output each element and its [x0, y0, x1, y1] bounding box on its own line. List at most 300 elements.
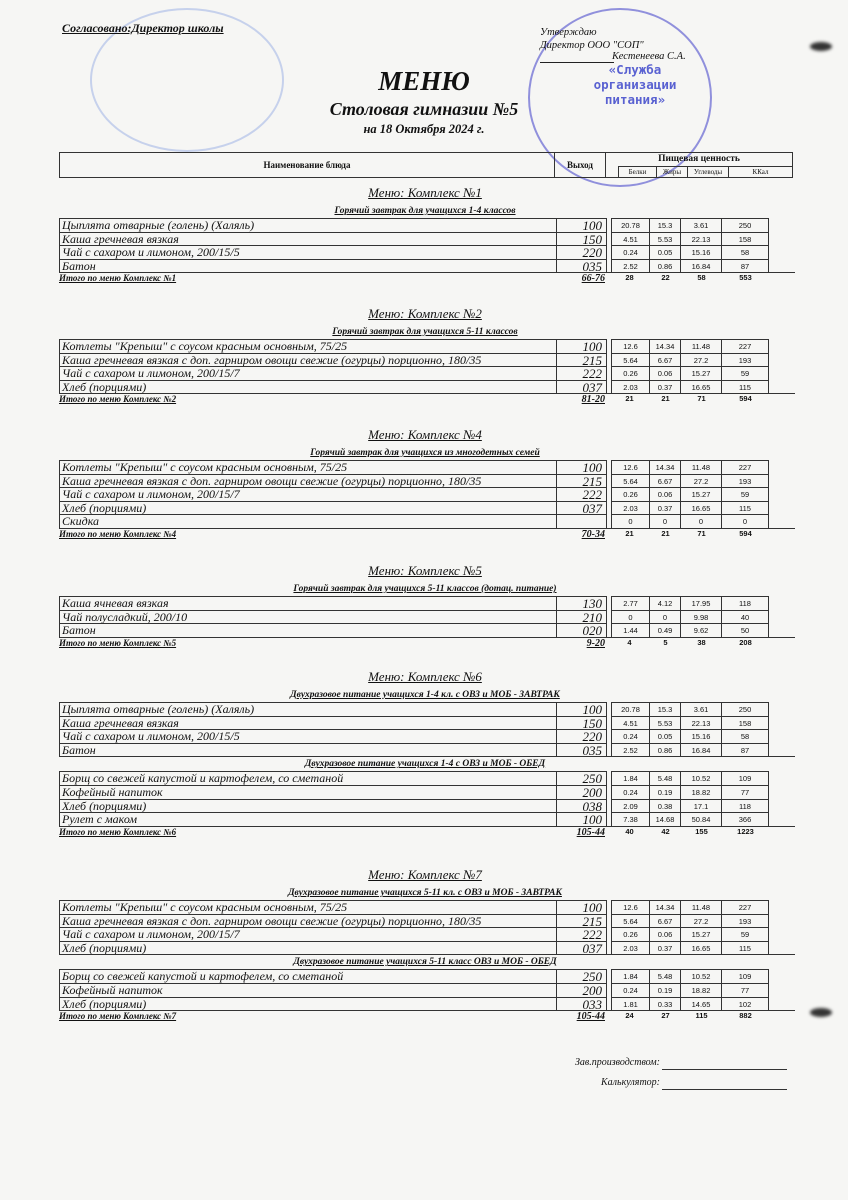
- dish-name: Котлеты "Крепыш" с соусом красным основным, 75/25: [59, 900, 557, 914]
- table-row: [59, 900, 795, 914]
- fats-value: 0.86: [650, 743, 681, 757]
- table-row: [59, 232, 795, 246]
- kcal-value: 227: [722, 900, 769, 914]
- table-row: [59, 729, 795, 743]
- fats-value: 15.3: [650, 218, 681, 232]
- kcal-value: 58: [722, 729, 769, 743]
- dish-yield: 100: [557, 339, 607, 353]
- proteins-value: 1.84: [611, 969, 650, 983]
- dish-yield: 100: [557, 812, 607, 826]
- fats-value: 0.37: [650, 380, 681, 394]
- dish-name: Котлеты "Крепыш" с соусом красным основным, 75/25: [59, 339, 557, 353]
- group-subtitle: Двухразовое питание учащихся 1-4 с ОВЗ и МОБ - ОБЕД: [304, 759, 546, 770]
- proteins-value: 0: [611, 514, 650, 528]
- table-row: [59, 799, 795, 813]
- table-row: [59, 474, 795, 488]
- proteins-value: 0: [611, 610, 650, 624]
- dish-yield: 215: [557, 914, 607, 928]
- group-subtitle: Двухразовое питание учащихся 5-11 кл. с ОВЗ и МОБ - ЗАВТРАК: [288, 888, 562, 898]
- table-row: [59, 353, 795, 367]
- table-row: [59, 914, 795, 928]
- total-label: Итого по меню Комплекс №6: [59, 826, 177, 837]
- dish-table: [59, 900, 795, 955]
- kcal-value: 158: [722, 716, 769, 730]
- carbs-value: 27.2: [681, 914, 722, 928]
- table-row: [59, 339, 795, 353]
- group-subtitle: Горячий завтрак для учащихся из многодетных семей: [310, 448, 540, 458]
- dish-table: [59, 969, 795, 1011]
- dish-name: Хлеб (порциями): [59, 997, 557, 1011]
- total-price: 9-20: [586, 637, 605, 649]
- kcal-value: 50: [722, 623, 769, 637]
- carbs-value: 22.13: [681, 716, 722, 730]
- signature-line: [540, 62, 614, 63]
- table-row: [59, 997, 795, 1011]
- group-subtitle: Двухразовое питание учащихся 1-4 кл. с ОВЗ и МОБ - ЗАВТРАК: [290, 690, 560, 700]
- kcal-value: 77: [722, 785, 769, 799]
- table-header: [59, 152, 793, 178]
- section-title: Меню: Комплекс №5: [368, 563, 482, 578]
- proteins-value: 2.03: [611, 941, 650, 955]
- section-total: [59, 394, 791, 408]
- total-proteins: 4: [627, 637, 632, 647]
- fats-value: 0.05: [650, 729, 681, 743]
- carbs-value: 11.48: [681, 900, 722, 914]
- section-title: Меню: Комплекс №2: [368, 306, 482, 321]
- fats-value: 0.49: [650, 623, 681, 637]
- kcal-value: 158: [722, 232, 769, 246]
- table-row: [59, 785, 795, 799]
- carbs-value: 10.52: [681, 771, 722, 785]
- total-fats: 5: [663, 637, 668, 647]
- dish-name: Кофейный напиток: [59, 785, 557, 799]
- carbs-value: 16.65: [681, 380, 722, 394]
- dish-name: Борщ со свежей капустой и картофелем, со сметаной: [59, 771, 557, 785]
- dish-table: [59, 596, 795, 638]
- kcal-value: 77: [722, 983, 769, 997]
- dish-yield: 037: [557, 380, 607, 394]
- document-date: на 18 Октября 2024 г.: [363, 122, 485, 136]
- fats-value: 0.19: [650, 983, 681, 997]
- fats-value: 5.48: [650, 969, 681, 983]
- total-price: 105-44: [576, 1011, 605, 1023]
- total-carbs: 71: [697, 528, 706, 538]
- fats-value: 0.86: [650, 259, 681, 273]
- kcal-value: 115: [722, 501, 769, 515]
- dish-yield: 220: [557, 729, 607, 743]
- total-carbs: 38: [697, 637, 706, 647]
- total-label: Итого по меню Комплекс №7: [59, 1011, 177, 1022]
- fats-value: 6.67: [650, 474, 681, 488]
- proteins-value: 2.52: [611, 743, 650, 757]
- fats-value: 0.06: [650, 487, 681, 501]
- fats-value: 14.34: [650, 339, 681, 353]
- column-fats: Жиры: [656, 166, 687, 177]
- kcal-value: 0: [722, 514, 769, 528]
- fats-value: 0.06: [650, 927, 681, 941]
- total-proteins: 21: [625, 394, 634, 404]
- dish-name: Каша гречневая вязкая с доп. гарниром овощи свежие (огурцы) порционно, 180/35: [59, 914, 557, 928]
- column-carbs: Углеводы: [687, 166, 728, 177]
- proteins-value: 20.78: [611, 702, 650, 716]
- carbs-value: 16.65: [681, 501, 722, 515]
- proteins-value: 0.26: [611, 366, 650, 380]
- proteins-value: 0.26: [611, 927, 650, 941]
- proteins-value: 5.64: [611, 474, 650, 488]
- kcal-value: 87: [722, 743, 769, 757]
- kcal-value: 193: [722, 914, 769, 928]
- total-carbs: 115: [695, 1011, 708, 1021]
- kcal-value: 227: [722, 339, 769, 353]
- fats-value: 0.06: [650, 366, 681, 380]
- approval-line-2: Директор ООО "СОП": [540, 40, 644, 51]
- dish-table: [59, 702, 795, 757]
- proteins-value: 20.78: [611, 218, 650, 232]
- section-title: Меню: Комплекс №6: [368, 669, 482, 684]
- kcal-value: 59: [722, 927, 769, 941]
- total-fats: 21: [661, 528, 670, 538]
- carbs-value: 16.65: [681, 941, 722, 955]
- kcal-value: 59: [722, 366, 769, 380]
- table-row: [59, 623, 795, 637]
- group-subtitle: Двухразовое питание учащихся 5-11 класс ОВЗ и МОБ - ОБЕД: [293, 957, 557, 968]
- fats-value: 6.67: [650, 353, 681, 367]
- proteins-value: 12.6: [611, 900, 650, 914]
- proteins-value: 0.24: [611, 785, 650, 799]
- table-row: [59, 596, 795, 610]
- calculator-signature-line: [662, 1089, 787, 1090]
- kcal-value: 109: [722, 969, 769, 983]
- carbs-value: 16.84: [681, 259, 722, 273]
- table-row: [59, 610, 795, 624]
- kcal-value: 40: [722, 610, 769, 624]
- proteins-value: 12.6: [611, 460, 650, 474]
- approval-line-1: Утверждаю: [540, 27, 597, 38]
- proteins-value: 1.84: [611, 771, 650, 785]
- total-label: Итого по меню Комплекс №1: [59, 273, 177, 284]
- dish-name: Чай с сахаром и лимоном, 200/15/7: [59, 927, 557, 941]
- proteins-value: 1.81: [611, 997, 650, 1011]
- dish-name: Чай с сахаром и лимоном, 200/15/5: [59, 245, 557, 259]
- section-total: [59, 529, 791, 543]
- carbs-value: 27.2: [681, 353, 722, 367]
- total-fats: 21: [661, 394, 670, 404]
- carbs-value: 15.27: [681, 366, 722, 380]
- column-name: Наименование блюда: [60, 153, 555, 177]
- proteins-value: 2.03: [611, 501, 650, 515]
- table-row: [59, 983, 795, 997]
- kcal-value: 227: [722, 460, 769, 474]
- dish-name: Батон: [59, 743, 557, 757]
- carbs-value: 17.1: [681, 799, 722, 813]
- proteins-value: 7.38: [611, 812, 650, 826]
- scan-mark: [810, 42, 832, 51]
- carbs-value: 18.82: [681, 785, 722, 799]
- dish-table: [59, 771, 795, 826]
- approval-block: [540, 26, 644, 52]
- kcal-value: 115: [722, 380, 769, 394]
- table-row: [59, 702, 795, 716]
- table-row: [59, 514, 795, 528]
- dish-name: Батон: [59, 623, 557, 637]
- total-kcal: 208: [739, 637, 752, 647]
- total-label: Итого по меню Комплекс №4: [59, 528, 177, 539]
- carbs-value: 27.2: [681, 474, 722, 488]
- dish-name: Хлеб (порциями): [59, 941, 557, 955]
- column-kcal: ККал: [728, 166, 792, 177]
- kcal-value: 58: [722, 245, 769, 259]
- proteins-value: 5.64: [611, 914, 650, 928]
- total-kcal: 594: [739, 394, 752, 404]
- group-subtitle: Горячий завтрак для учащихся 1-4 классов: [334, 206, 516, 216]
- dish-table: [59, 218, 795, 273]
- proteins-value: 4.51: [611, 232, 650, 246]
- carbs-value: 17.95: [681, 596, 722, 610]
- approval-director: Согласовано:Директор школы: [62, 21, 224, 35]
- dish-yield: 020: [557, 623, 607, 637]
- kcal-value: 250: [722, 218, 769, 232]
- proteins-value: 0.24: [611, 729, 650, 743]
- dish-name: Цыплята отварные (голень) (Халяль): [59, 702, 557, 716]
- dish-name: Каша гречневая вязкая: [59, 232, 557, 246]
- fats-value: 0: [650, 514, 681, 528]
- carbs-value: 11.48: [681, 460, 722, 474]
- carbs-value: 15.27: [681, 487, 722, 501]
- table-row: [59, 259, 795, 273]
- kcal-value: 115: [722, 941, 769, 955]
- dish-name: Хлеб (порциями): [59, 501, 557, 515]
- dish-yield: 250: [557, 771, 607, 785]
- dish-yield: 215: [557, 474, 607, 488]
- kcal-value: 366: [722, 812, 769, 826]
- table-row: [59, 366, 795, 380]
- dish-name: Борщ со свежей капустой и картофелем, со сметаной: [59, 969, 557, 983]
- section-total: [59, 273, 791, 287]
- production-head-label: Зав.производством:: [574, 1057, 660, 1068]
- total-proteins: 40: [625, 826, 634, 836]
- table-row: [59, 218, 795, 232]
- menu-section: [59, 666, 791, 841]
- dish-name: Чай с сахаром и лимоном, 200/15/5: [59, 729, 557, 743]
- section-title: Меню: Комплекс №4: [368, 427, 482, 442]
- fats-value: 15.3: [650, 702, 681, 716]
- fats-value: 5.48: [650, 771, 681, 785]
- table-row: [59, 812, 795, 826]
- menu-section: [59, 864, 791, 1025]
- total-fats: 42: [661, 826, 670, 836]
- dish-table: [59, 339, 795, 394]
- kcal-value: 118: [722, 596, 769, 610]
- fats-value: 5.53: [650, 232, 681, 246]
- dish-yield: 038: [557, 799, 607, 813]
- company-stamp-text: «Служба организации питания»: [593, 62, 677, 107]
- total-fats: 27: [661, 1011, 670, 1021]
- fats-value: 5.53: [650, 716, 681, 730]
- dish-yield: 200: [557, 785, 607, 799]
- fats-value: 14.34: [650, 460, 681, 474]
- table-row: [59, 460, 795, 474]
- dish-name: Каша гречневая вязкая с доп. гарниром овощи свежие (огурцы) порционно, 180/35: [59, 353, 557, 367]
- group-subtitle: Горячий завтрак для учащихся 5-11 классов: [332, 327, 518, 337]
- carbs-value: 15.27: [681, 927, 722, 941]
- fats-value: 4.12: [650, 596, 681, 610]
- total-proteins: 28: [625, 273, 634, 283]
- section-total: [59, 827, 791, 841]
- dish-yield: [557, 514, 607, 528]
- total-label: Итого по меню Комплекс №2: [59, 394, 177, 405]
- dish-yield: 100: [557, 900, 607, 914]
- carbs-value: 9.98: [681, 610, 722, 624]
- column-proteins: Белки: [618, 166, 656, 177]
- fats-value: 14.68: [650, 812, 681, 826]
- dish-name: Хлеб (порциями): [59, 380, 557, 394]
- carbs-value: 50.84: [681, 812, 722, 826]
- dish-name: Чай полусладкий, 200/10: [59, 610, 557, 624]
- total-carbs: 58: [697, 273, 706, 283]
- dish-yield: 100: [557, 460, 607, 474]
- dish-yield: 035: [557, 259, 607, 273]
- dish-yield: 210: [557, 610, 607, 624]
- dish-yield: 200: [557, 983, 607, 997]
- carbs-value: 15.16: [681, 729, 722, 743]
- table-row: [59, 927, 795, 941]
- fats-value: 6.67: [650, 914, 681, 928]
- dish-yield: 222: [557, 366, 607, 380]
- production-head-signature-line: [662, 1069, 787, 1070]
- table-row: [59, 245, 795, 259]
- group-subtitle: Горячий завтрак для учащихся 5-11 классов (дотац. питание): [293, 584, 557, 594]
- fats-value: 0.37: [650, 501, 681, 515]
- dish-name: Чай с сахаром и лимоном, 200/15/7: [59, 366, 557, 380]
- proteins-value: 0.24: [611, 245, 650, 259]
- dish-name: Каша гречневая вязкая: [59, 716, 557, 730]
- dish-table: [59, 460, 795, 529]
- dish-yield: 250: [557, 969, 607, 983]
- total-kcal: 553: [739, 273, 752, 283]
- dish-name: Цыплята отварные (голень) (Халяль): [59, 218, 557, 232]
- dish-name: Каша ячневая вязкая: [59, 596, 557, 610]
- dish-name: Кофейный напиток: [59, 983, 557, 997]
- dish-yield: 130: [557, 596, 607, 610]
- table-row: [59, 501, 795, 515]
- dish-name: Скидка: [59, 514, 557, 528]
- total-label: Итого по меню Комплекс №5: [59, 637, 177, 648]
- dish-yield: 215: [557, 353, 607, 367]
- total-kcal: 594: [739, 528, 752, 538]
- kcal-value: 109: [722, 771, 769, 785]
- dish-name: Хлеб (порциями): [59, 799, 557, 813]
- fats-value: 0.05: [650, 245, 681, 259]
- fats-value: 0.38: [650, 799, 681, 813]
- carbs-value: 10.52: [681, 969, 722, 983]
- table-row: [59, 380, 795, 394]
- fats-value: 14.34: [650, 900, 681, 914]
- section-total: [59, 638, 791, 652]
- dish-yield: 035: [557, 743, 607, 757]
- total-kcal: 1223: [737, 826, 754, 836]
- table-row: [59, 941, 795, 955]
- table-row: [59, 771, 795, 785]
- total-kcal: 882: [739, 1011, 752, 1021]
- document-subtitle: Столовая гимназии №5: [329, 99, 519, 119]
- proteins-value: 2.77: [611, 596, 650, 610]
- carbs-value: 3.61: [681, 218, 722, 232]
- total-carbs: 155: [695, 826, 708, 836]
- kcal-value: 193: [722, 474, 769, 488]
- carbs-value: 0: [681, 514, 722, 528]
- proteins-value: 1.44: [611, 623, 650, 637]
- total-carbs: 71: [697, 394, 706, 404]
- proteins-value: 0.26: [611, 487, 650, 501]
- menu-section: [59, 182, 791, 287]
- table-row: [59, 716, 795, 730]
- total-price: 70-34: [581, 528, 605, 540]
- dish-yield: 033: [557, 997, 607, 1011]
- menu-section: [59, 303, 791, 408]
- dish-yield: 150: [557, 232, 607, 246]
- proteins-value: 12.6: [611, 339, 650, 353]
- total-proteins: 24: [625, 1011, 634, 1021]
- proteins-value: 4.51: [611, 716, 650, 730]
- kcal-value: 250: [722, 702, 769, 716]
- dish-yield: 222: [557, 487, 607, 501]
- carbs-value: 16.84: [681, 743, 722, 757]
- fats-value: 0.19: [650, 785, 681, 799]
- dish-yield: 037: [557, 501, 607, 515]
- carbs-value: 22.13: [681, 232, 722, 246]
- dish-yield: 100: [557, 218, 607, 232]
- carbs-value: 15.16: [681, 245, 722, 259]
- table-row: [59, 969, 795, 983]
- column-yield: Выход: [555, 153, 606, 177]
- proteins-value: 2.52: [611, 259, 650, 273]
- dish-name: Каша гречневая вязкая с доп. гарниром овощи свежие (огурцы) порционно, 180/35: [59, 474, 557, 488]
- total-price: 66-76: [581, 273, 605, 285]
- proteins-value: 5.64: [611, 353, 650, 367]
- proteins-value: 2.03: [611, 380, 650, 394]
- dish-name: Котлеты "Крепыш" с соусом красным основным, 75/25: [59, 460, 557, 474]
- carbs-value: 9.62: [681, 623, 722, 637]
- proteins-value: 0.24: [611, 983, 650, 997]
- column-nutrition: Пищевая ценность: [658, 154, 740, 164]
- carbs-value: 11.48: [681, 339, 722, 353]
- approver-name: Кестенеева С.А.: [612, 51, 686, 62]
- dish-name: Чай с сахаром и лимоном, 200/15/7: [59, 487, 557, 501]
- kcal-value: 59: [722, 487, 769, 501]
- section-title: Меню: Комплекс №7: [368, 867, 482, 882]
- dish-yield: 150: [557, 716, 607, 730]
- kcal-value: 102: [722, 997, 769, 1011]
- fats-value: 0: [650, 610, 681, 624]
- kcal-value: 193: [722, 353, 769, 367]
- carbs-value: 3.61: [681, 702, 722, 716]
- section-title: Меню: Комплекс №1: [368, 185, 482, 200]
- table-row: [59, 743, 795, 757]
- dish-yield: 220: [557, 245, 607, 259]
- total-price: 105-44: [576, 826, 605, 838]
- total-price: 81-20: [581, 394, 605, 406]
- dish-yield: 100: [557, 702, 607, 716]
- scan-mark: [810, 1008, 832, 1017]
- fats-value: 0.33: [650, 997, 681, 1011]
- section-total: [59, 1011, 791, 1025]
- document-title: МЕНЮ: [378, 66, 470, 96]
- carbs-value: 18.82: [681, 983, 722, 997]
- kcal-value: 87: [722, 259, 769, 273]
- total-proteins: 21: [625, 528, 634, 538]
- calculator-label: Калькулятор:: [601, 1077, 660, 1088]
- kcal-value: 118: [722, 799, 769, 813]
